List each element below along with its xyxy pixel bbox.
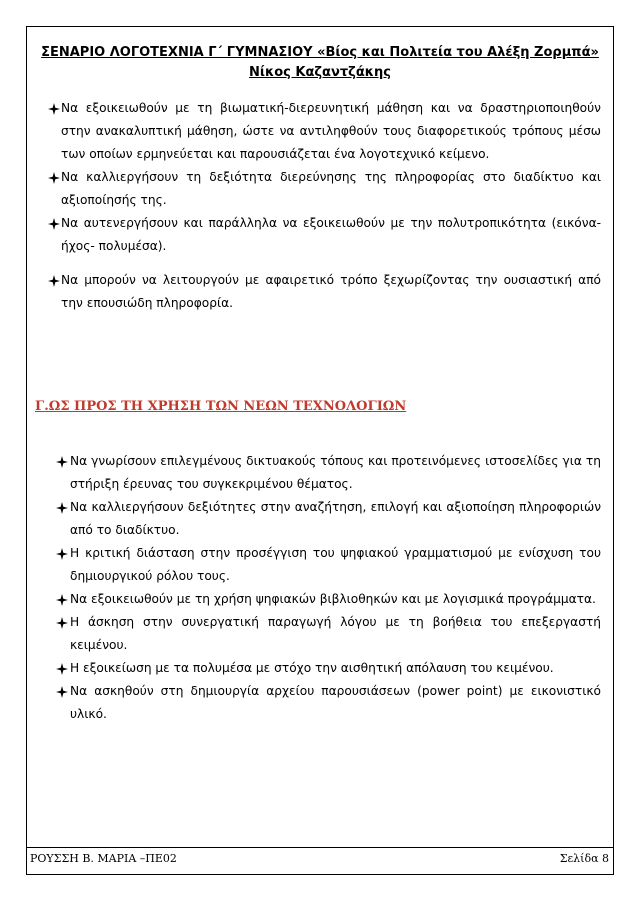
list-item-text: Η εξοικείωση με τα πολυμέσα με στόχο την αισθητική απόλαυση του κειμένου. bbox=[70, 661, 554, 675]
footer-page-number: Σελίδα 8 bbox=[559, 852, 609, 865]
section-heading: Γ.ΩΣ ΠΡΟΣ ΤΗ ΧΡΗΣΗ ΤΩΝ ΝΕΩΝ ΤΕΧΝΟΛΟΓΙΩΝ bbox=[35, 399, 407, 414]
list-item bbox=[27, 212, 613, 258]
list-item-text: Να ασκηθούν στη δημιουργία αρχείου παρουσιάσεων (power point) με εικονιστικό υλικό. bbox=[70, 684, 601, 721]
list-item bbox=[27, 166, 613, 212]
list-item-text: Να καλλιεργήσουν δεξιότητες στην αναζήτηση, επιλογή και αξιοποίηση πληροφοριών από το διαδίκτυο. bbox=[70, 500, 601, 537]
document-title bbox=[27, 43, 613, 83]
diamond-bullet-icon bbox=[55, 496, 69, 519]
list-item bbox=[27, 542, 613, 588]
list-item bbox=[27, 496, 613, 542]
list-item-text: Να εξοικειωθούν με τη βιωματική-διερευνητική μάθηση και να δραστηριοποιηθούν στην ανακαλυπτική μάθηση, ώστε να αντιληφθούν τους διαφορετικούς τρόπους μέσω των οποίων ερμηνεύεται και παρουσιάζεται ένα λογοτεχνικό κείμενο. bbox=[61, 101, 601, 161]
diamond-bullet-icon bbox=[55, 680, 69, 703]
document-page bbox=[26, 26, 614, 875]
diamond-bullet-icon bbox=[47, 166, 61, 189]
diamond-bullet-icon bbox=[47, 212, 61, 235]
list-item bbox=[27, 680, 613, 726]
title-line-2: Νίκος Καζαντζάκης bbox=[249, 65, 391, 80]
page-footer bbox=[27, 847, 613, 868]
diamond-bullet-icon bbox=[55, 588, 69, 611]
list-item bbox=[27, 97, 613, 166]
diamond-bullet-icon bbox=[55, 542, 69, 565]
list-item-text: Η κριτική διάσταση στην προσέγγιση του ψηφιακού γραμματισμού με ενίσχυση του δημιουργικού ρόλου τους. bbox=[70, 546, 601, 583]
list-item-text: Να γνωρίσουν επιλεγμένους δικτυακούς τόπους και προτεινόμενες ιστοσελίδες για τη στήριξη έρευνας του συγκεκριμένου θέματος. bbox=[70, 454, 601, 491]
footer-author: ΡΟΥΣΣΗ Β. ΜΑΡΙΑ –ΠΕ02 bbox=[30, 852, 177, 865]
list-item-text: Να καλλιεργήσουν τη δεξιότητα διερεύνησης της πληροφορίας στο διαδίκτυο και αξιοποίησής της. bbox=[61, 170, 601, 207]
list-item bbox=[27, 269, 613, 315]
list-item-text: Να αυτενεργήσουν και παράλληλα να εξοικειωθούν με την πολυτροπικότητα (εικόνα-ήχος- πολυμέσα). bbox=[61, 216, 601, 253]
diamond-bullet-icon bbox=[55, 450, 69, 473]
diamond-bullet-icon bbox=[55, 611, 69, 634]
diamond-bullet-icon bbox=[47, 97, 61, 120]
list-item bbox=[27, 450, 613, 496]
list-item bbox=[27, 611, 613, 657]
diamond-bullet-icon bbox=[55, 657, 69, 680]
title-line-1: ΣΕΝΑΡΙΟ ΛΟΓΟΤΕΧΝΙΑ Γ΄ ΓΥΜΝΑΣΙΟΥ «Βίος και Πολιτεία του Αλέξη Ζορμπά» bbox=[41, 45, 599, 60]
objectives-list bbox=[27, 97, 613, 315]
technology-objectives-list bbox=[27, 450, 613, 726]
list-item-text: Η άσκηση στην συνεργατική παραγωγή λόγου με τη βοήθεια του επεξεργαστή κειμένου. bbox=[70, 615, 601, 652]
diamond-bullet-icon bbox=[47, 269, 61, 292]
list-item-text: Να μπορούν να λειτουργούν με αφαιρετικό τρόπο ξεχωρίζοντας την ουσιαστική από την επουσιώδη πληροφορία. bbox=[61, 273, 601, 310]
list-item bbox=[27, 588, 613, 611]
list-item-text: Να εξοικειωθούν με τη χρήση ψηφιακών βιβλιοθηκών και με λογισμικά προγράμματα. bbox=[70, 592, 596, 606]
list-item bbox=[27, 657, 613, 680]
